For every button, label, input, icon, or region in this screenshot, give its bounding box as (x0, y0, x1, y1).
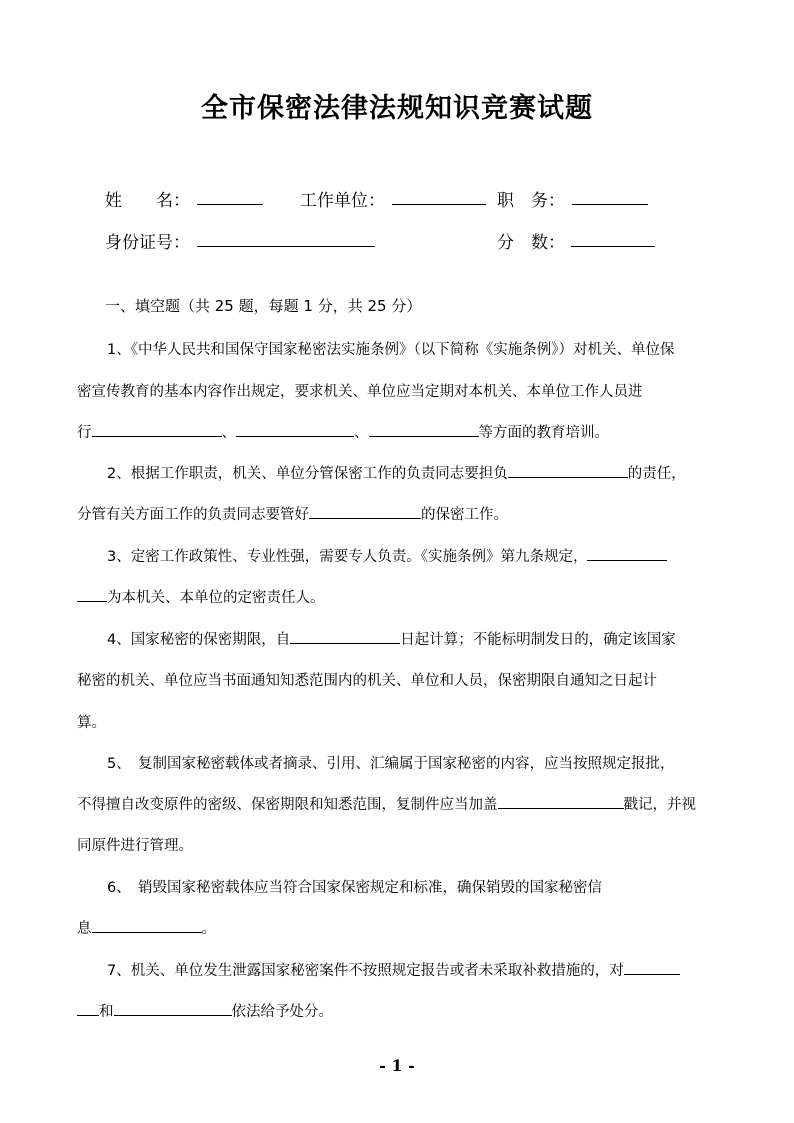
q1-blank-3[interactable] (369, 422, 479, 437)
q7-line2 (77, 1000, 737, 1021)
q1-blank-2[interactable] (236, 422, 354, 437)
name-field[interactable] (197, 186, 263, 210)
q2-line1 (107, 462, 767, 483)
q3-line1 (107, 545, 767, 566)
q2-text-a: 2、根据工作职责，机关、单位分管保密工作的负责同志要担负 (107, 466, 508, 482)
q2-text-c: 分管有关方面工作的负责同志要管好 (77, 507, 309, 523)
q7-blank-1[interactable] (624, 960, 680, 975)
q3-text-a: 3、定密工作政策性、专业性强，需要专人负责。《实施条例》第九条规定， (107, 549, 588, 565)
q5-line3: 同原件进行管理。 (77, 838, 193, 854)
q7-text-c: 依法给予处分。 (231, 1004, 333, 1020)
section-heading: 一、填空题（共 25 题，每题 1 分，共 25 分） (105, 297, 422, 315)
q1-line3 (77, 421, 737, 442)
score-label: 分 数： (497, 233, 565, 253)
q5-text-b: 戳记，并视 (623, 797, 696, 813)
q4-line2: 秘密的机关、单位应当书面通知知悉范围内的机关、单位和人员，保密期限自通知之日起计 (77, 673, 657, 689)
q4-blank-1[interactable] (290, 629, 400, 644)
q4-line3: 算。 (77, 715, 106, 731)
q6-line2 (77, 917, 737, 938)
page-number: - 1 - (379, 1056, 415, 1075)
q1-line1: 1、《中华人民共和国保守国家秘密法实施条例》（以下简称《实施条例》）对机关、单位保 (107, 342, 675, 358)
q4-text-b: 日起计算；不能标明制发日的，确定该国家 (400, 632, 676, 648)
q6-text-a: 息 (77, 921, 92, 937)
name-label: 姓 名： (105, 191, 190, 211)
q1-text-d: 等方面的教育培训。 (478, 425, 609, 441)
q3-blank-1-cont[interactable] (77, 587, 107, 602)
q2-text-b: 的责任， (627, 466, 686, 482)
q2-blank-2[interactable] (309, 504, 421, 519)
q1-text-b: 、 (221, 425, 236, 441)
document-title: 全市保密法律法规知识竞赛试题 (201, 93, 593, 124)
q6-blank-1[interactable] (92, 918, 202, 933)
unit-field[interactable] (392, 186, 486, 210)
position-label: 职 务： (497, 191, 565, 211)
q1-text-a: 行 (77, 425, 92, 441)
q2-text-d: 的保密工作。 (421, 507, 508, 523)
q5-blank-1[interactable] (498, 794, 624, 809)
score-field[interactable] (571, 228, 655, 252)
unit-label: 工作单位： (300, 191, 385, 211)
q7-line1 (107, 959, 767, 980)
q1-line2: 密宣传教育的基本内容作出规定，要求机关、单位应当定期对本机关、本单位工作人员进 (77, 384, 643, 400)
q7-text-b: 和 (99, 1004, 114, 1020)
id-field[interactable] (197, 228, 375, 252)
q1-blank-1[interactable] (92, 422, 222, 437)
q2-blank-1[interactable] (508, 463, 628, 478)
position-field[interactable] (572, 186, 648, 210)
q4-text-a: 4、国家秘密的保密期限，自 (107, 632, 291, 648)
q6-line1: 6、 销毁国家秘密载体应当符合国家保密规定和标准，确保销毁的国家秘密信 (107, 880, 602, 896)
q6-text-b: 。 (201, 921, 216, 937)
q3-line2 (77, 586, 737, 607)
q5-text-a: 不得擅自改变原件的密级、保密期限和知悉范围，复制件应当加盖 (77, 797, 498, 813)
q4-line1 (107, 628, 767, 649)
q2-line2 (77, 503, 737, 524)
q3-blank-1[interactable] (587, 546, 667, 561)
q7-blank-2[interactable] (114, 1001, 232, 1016)
id-label: 身份证号： (105, 233, 190, 253)
q7-text-a: 7、机关、单位发生泄露国家秘密案件不按照规定报告或者未采取补救措施的，对 (107, 963, 624, 979)
q1-text-c: 、 (354, 425, 369, 441)
q7-blank-1-cont[interactable] (77, 1001, 99, 1016)
q5-line1: 5、 复制国家秘密载体或者摘录、引用、汇编属于国家秘密的内容，应当按照规定报批， (107, 756, 675, 772)
q5-line2 (77, 793, 737, 814)
q3-text-b: 为本机关、本单位的定密责任人。 (107, 590, 325, 606)
